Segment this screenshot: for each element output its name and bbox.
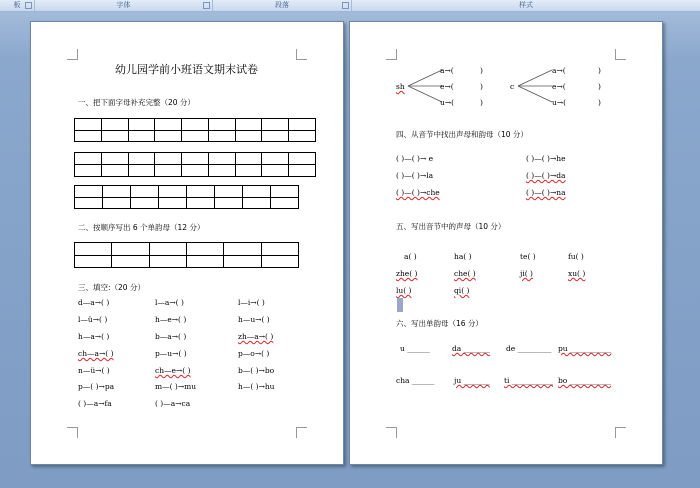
fill-item: ( )—a→fa: [78, 399, 112, 408]
branch-final: e→(: [440, 82, 454, 91]
fill-item: ch—e→( ): [155, 366, 191, 375]
ribbon-group-paragraph[interactable]: [213, 0, 352, 11]
fill-item: p—o→( ): [238, 349, 270, 358]
document-page-2[interactable]: [349, 21, 663, 465]
branch-close: ): [480, 98, 483, 107]
fill-item: m—( )→mu: [155, 382, 197, 391]
branch-close: ): [598, 98, 601, 107]
finals-item: de _________: [506, 344, 552, 353]
fill-item: l—ü→( ): [78, 315, 108, 324]
crop-mark: [615, 427, 626, 438]
ribbon-group-labels: [0, 0, 700, 12]
crop-mark: [296, 427, 307, 438]
branch-initial: sh: [396, 82, 405, 91]
syllable-item: ( )—( )→ e: [396, 154, 434, 163]
section-heading-2: 二、按顺序写出 6 个单韵母（12 分）: [78, 223, 205, 232]
branch-final: u→(: [552, 98, 567, 107]
ribbon-group-label: 板: [13, 1, 21, 9]
finals-item: pu ___________: [558, 344, 612, 353]
syllable-item: ( )—( )→da: [526, 171, 566, 180]
ribbon-group-styles[interactable]: [352, 0, 700, 11]
ribbon-group-label: 字体: [116, 1, 131, 9]
crop-mark: [296, 49, 307, 60]
fill-item: l—a→( ): [155, 298, 184, 307]
letter-grid-2: [74, 152, 316, 177]
syllable-item: ( )—( )→che: [396, 188, 440, 197]
fill-item: ch—a→( ): [78, 349, 114, 358]
initial-item: zhe( ): [396, 269, 418, 278]
syllable-item: ( )—( )→la: [396, 171, 434, 180]
branch-final: a→(: [552, 66, 566, 75]
branch-close: ): [598, 66, 601, 75]
crop-mark: [386, 49, 397, 60]
dialog-launcher-icon[interactable]: [342, 2, 349, 9]
fill-item: d—a→( ): [78, 298, 110, 307]
section-heading-6: 六、写出单韵母（16 分）: [396, 319, 483, 328]
finals-item: da _______: [452, 344, 490, 353]
section-heading-4: 四、从音节中找出声母和韵母（10 分）: [396, 130, 528, 139]
finals-item: bo ___________: [558, 376, 611, 385]
ribbon-group-label: 段落: [275, 1, 289, 9]
fill-item: h—u→( ): [238, 315, 270, 324]
letter-grid-3: [74, 185, 299, 209]
initial-item: ha( ): [454, 252, 472, 261]
branch-final: e→(: [552, 82, 566, 91]
ribbon-group-clipboard[interactable]: [0, 0, 35, 11]
fill-item: h—a→( ): [78, 332, 110, 341]
branch-initial: c: [510, 82, 515, 91]
branch-final: a→(: [440, 66, 454, 75]
branch-final: u→(: [440, 98, 455, 107]
finals-grid: [74, 242, 299, 268]
initial-item: lu( ): [396, 286, 412, 295]
fill-item: n—ü→( ): [78, 366, 110, 375]
fill-item: p—( )→pa: [78, 382, 115, 391]
fill-item: b—a→( ): [155, 332, 187, 341]
fill-item: b—( )→bo: [238, 366, 275, 375]
syllable-item: ( )—( )→he: [526, 154, 566, 163]
finals-item: ti ___________: [504, 376, 554, 385]
branch-close: ): [480, 82, 483, 91]
branch-close: ): [598, 82, 601, 91]
fill-item: l—i→( ): [238, 298, 265, 307]
fill-item: h—( )→hu: [238, 382, 275, 391]
text-cursor-selection: [397, 298, 403, 312]
initial-item: xu( ): [568, 269, 586, 278]
letter-grid-1: [74, 118, 316, 142]
fill-item: p—u→( ): [155, 349, 187, 358]
dialog-launcher-icon[interactable]: [25, 2, 32, 9]
section-heading-3: 三、填空:（20 分）: [78, 283, 145, 292]
ribbon-group-font[interactable]: [35, 0, 213, 11]
fill-item: ( )—a→ca: [155, 399, 191, 408]
section-heading-1: 一、把下面字母补充完整（20 分）: [78, 98, 195, 107]
initial-item: fu( ): [568, 252, 584, 261]
finals-item: u ______: [400, 344, 430, 353]
ribbon-group-label: 样式: [519, 1, 533, 9]
section-heading-5: 五、写出音节中的声母（10 分）: [396, 222, 506, 231]
initial-item: te( ): [520, 252, 536, 261]
dialog-launcher-icon[interactable]: [203, 2, 210, 9]
crop-mark: [615, 49, 626, 60]
fill-item: h—e→( ): [155, 315, 187, 324]
page-title: 幼儿园学前小班语文期末试卷: [115, 63, 258, 76]
finals-item: cha ______: [396, 376, 435, 385]
initial-item: ji( ): [520, 269, 533, 278]
initial-item: qi( ): [454, 286, 470, 295]
crop-mark: [386, 427, 397, 438]
initial-item: che( ): [454, 269, 476, 278]
fill-item: zh—a→( ): [238, 332, 274, 341]
crop-mark: [67, 427, 78, 438]
document-page-1[interactable]: [30, 21, 344, 465]
finals-item: ju _______: [454, 376, 490, 385]
initial-item: a( ): [404, 252, 417, 261]
branch-lines: [516, 68, 556, 108]
syllable-item: ( )—( )→na: [526, 188, 566, 197]
crop-mark: [67, 49, 78, 60]
branch-close: ): [480, 66, 483, 75]
